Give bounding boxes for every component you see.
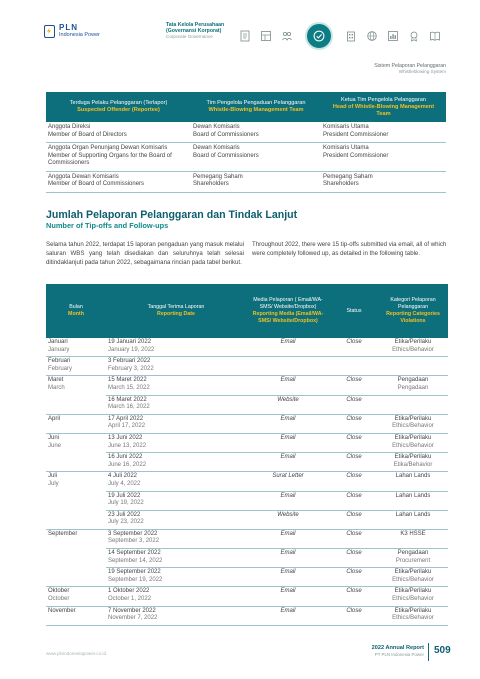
status-value: Close — [346, 588, 362, 595]
media-cell — [246, 338, 330, 357]
table-row — [46, 472, 448, 491]
status-value: Close — [346, 607, 362, 614]
date-id: 16 Maret 2022 — [108, 396, 147, 403]
media-value: Surat Letter — [272, 473, 304, 480]
month-cell — [46, 357, 106, 376]
footer-divider — [428, 643, 429, 661]
month-en: October — [48, 596, 70, 603]
date-id: 16 Juni 2022 — [108, 454, 143, 461]
column-header-category — [378, 284, 448, 338]
month-en: July — [48, 480, 59, 487]
column-header-id: Bulan — [69, 304, 83, 311]
month-cell — [46, 414, 106, 433]
media-cell — [246, 433, 330, 452]
date-en: April 17, 2022 — [108, 423, 146, 430]
month-cell — [46, 376, 106, 395]
category-id: Etika/Perilaku — [394, 454, 432, 461]
column-header-id: Status — [346, 307, 362, 314]
table-cell — [46, 171, 191, 192]
category-en: Ethics/Behavior — [392, 615, 434, 622]
table-row — [46, 414, 448, 433]
media-cell — [246, 510, 330, 529]
section-tag — [374, 63, 446, 75]
pln-logo-icon — [44, 25, 55, 38]
table-cell — [46, 122, 191, 143]
date-en: June 16, 2022 — [108, 461, 147, 468]
month-cell — [46, 529, 106, 548]
category-en: Ethics/Behavior — [392, 442, 434, 449]
cell-id: Pemegang Saham — [323, 173, 373, 180]
date-id: 1 Oktober 2022 — [108, 588, 150, 595]
column-header-management-team — [191, 92, 321, 122]
people-icon[interactable] — [280, 28, 294, 44]
column-header-en: Suspected Offender (Reportee) — [77, 107, 160, 113]
table-cell — [46, 143, 191, 172]
date-cell — [106, 529, 246, 548]
date-en: July 4, 2022 — [108, 480, 141, 487]
media-cell — [246, 568, 330, 587]
tip-offs-table-body — [46, 338, 448, 625]
media-cell — [246, 549, 330, 568]
status-cell — [330, 606, 378, 625]
column-header-month — [46, 284, 106, 338]
date-cell — [106, 549, 246, 568]
category-cell — [378, 606, 448, 625]
status-value: Close — [346, 377, 362, 384]
month-cell — [46, 549, 106, 568]
column-header-reporting-media — [246, 284, 330, 338]
table-row — [46, 171, 446, 192]
media-value: Website — [277, 511, 299, 518]
table-row — [46, 357, 448, 376]
cell-en: Member of Board of Commissioners — [48, 181, 145, 187]
cell-id: Pemegang Saham — [193, 173, 243, 180]
date-cell — [106, 395, 246, 414]
category-id: Lahan Lands — [395, 511, 431, 518]
media-value: Email — [280, 434, 296, 441]
cell-en: Board of Commissioners — [193, 131, 259, 138]
date-cell — [106, 606, 246, 625]
table-cell — [191, 171, 321, 192]
month-en: February — [48, 365, 73, 372]
media-value: Email — [280, 607, 296, 614]
date-cell — [106, 376, 246, 395]
month-cell — [46, 395, 106, 414]
tip-offs-table — [46, 284, 448, 626]
cell-en: Shareholders — [323, 181, 359, 187]
media-value: Email — [280, 530, 296, 537]
column-header-en: Reporting Categories Violations — [386, 311, 440, 324]
chapter-nav — [238, 22, 442, 50]
month-cell — [46, 568, 106, 587]
date-id: 14 September 2022 — [108, 550, 161, 557]
status-cell — [330, 472, 378, 491]
table-row — [46, 376, 448, 395]
table-row — [46, 549, 448, 568]
medal-icon[interactable] — [407, 28, 421, 44]
category-cell — [378, 472, 448, 491]
month-id: Juli — [48, 473, 58, 480]
status-value: Close — [346, 396, 362, 403]
category-cell — [378, 433, 448, 452]
month-id: Januari — [48, 339, 68, 345]
table-row — [46, 568, 448, 587]
footer-report-subtitle: PT PLN Indonesia Power — [374, 652, 424, 657]
media-value: Email — [280, 492, 296, 499]
date-cell — [106, 338, 246, 357]
month-id: Juni — [48, 434, 60, 441]
chapter-title-line2: (Governansi Korporat) — [166, 28, 222, 34]
category-cell — [378, 453, 448, 472]
table-header-row — [46, 284, 448, 338]
media-cell — [246, 395, 330, 414]
table-cell — [191, 122, 321, 143]
month-id: September — [48, 530, 78, 537]
category-cell — [378, 587, 448, 606]
status-cell — [330, 395, 378, 414]
status-cell — [330, 587, 378, 606]
page-header — [0, 0, 480, 55]
category-cell — [378, 357, 448, 376]
media-cell — [246, 453, 330, 472]
media-cell — [246, 376, 330, 395]
whistleblowing-team-table — [46, 92, 446, 193]
category-cell — [378, 395, 448, 414]
month-cell — [46, 491, 106, 510]
chapter-title-en: Corporate Governance — [166, 34, 213, 39]
column-header-reportee — [46, 92, 191, 122]
month-cell — [46, 587, 106, 606]
date-id: 19 Januari 2022 — [108, 339, 152, 345]
cell-en: Member of Supporting Organs for the Board of Commissioners — [48, 152, 172, 166]
cell-id: Komisaris Utama — [323, 145, 369, 151]
chart-icon[interactable] — [386, 28, 400, 44]
building-icon[interactable] — [344, 28, 358, 44]
media-cell — [246, 491, 330, 510]
status-cell — [330, 510, 378, 529]
cell-en: President Commissioner — [323, 152, 389, 159]
globe-icon[interactable] — [365, 28, 379, 44]
date-id: 17 April 2022 — [108, 415, 144, 422]
governance-chapter-active-icon[interactable] — [305, 22, 333, 50]
table-row — [46, 587, 448, 606]
table-row — [46, 510, 448, 529]
table-row — [46, 606, 448, 625]
section-heading-id: Jumlah Pelaporan Pelanggaran dan Tindak Lanjut — [46, 209, 298, 221]
date-en: July 23, 2022 — [108, 519, 144, 526]
column-header-team-head — [321, 92, 446, 122]
status-value: Close — [346, 511, 362, 518]
category-en: Procurement — [395, 557, 431, 564]
status-value: Close — [346, 550, 362, 557]
date-en: February 3, 2022 — [108, 365, 154, 372]
status-cell — [330, 376, 378, 395]
section-heading — [46, 209, 297, 230]
date-cell — [106, 491, 246, 510]
category-id: Lahan Lands — [395, 492, 431, 499]
category-en: Ethics/Behavior — [392, 346, 434, 353]
media-value: Email — [280, 454, 296, 461]
date-cell — [106, 414, 246, 433]
category-id: Etika/Perilaku — [394, 339, 432, 345]
column-header-en: Month — [68, 311, 84, 317]
cell-id: Dewan Komisaris — [193, 124, 240, 130]
footer-report-title: 2022 Annual Report — [371, 645, 424, 651]
date-id: 7 November 2022 — [108, 607, 156, 614]
status-value: Close — [346, 415, 362, 422]
category-cell — [378, 414, 448, 433]
date-en: March 15, 2022 — [108, 384, 150, 391]
logo-subtitle: Indonesia Power — [59, 32, 100, 38]
table-cell — [321, 171, 446, 192]
table-cell — [321, 122, 446, 143]
media-cell — [246, 357, 330, 376]
category-en: Pengadaan — [397, 384, 429, 391]
cell-en: Board of Commissioners — [193, 152, 259, 159]
month-id: Februari — [48, 358, 71, 365]
column-header-id: Tim Pengelola Pengaduan Pelanggaran — [206, 100, 306, 106]
column-header-id: Kategori Pelaporan Pelanggaran — [390, 297, 436, 311]
date-en: January 19, 2022 — [108, 346, 155, 353]
date-en: March 16, 2022 — [108, 404, 150, 411]
status-cell — [330, 568, 378, 587]
status-cell — [330, 414, 378, 433]
media-value: Email — [280, 339, 296, 345]
footer-report — [372, 645, 424, 658]
date-en: September 3, 2022 — [108, 538, 160, 545]
cell-en: President Commissioner — [323, 131, 389, 138]
status-cell — [330, 529, 378, 548]
category-id: Etika/Perilaku — [394, 569, 432, 576]
month-cell — [46, 606, 106, 625]
status-cell — [330, 549, 378, 568]
column-header-id: Media Pelaporan ( Email/WA-SMS/ Website/Dropbox) — [253, 297, 323, 311]
media-cell — [246, 414, 330, 433]
paragraph-en: Throughout 2022, there were 15 tip-offs submitted via email, all of which were completely followed up, as detailed in the following table. — [252, 241, 447, 257]
date-cell — [106, 472, 246, 491]
column-header-id: Terduga Pelaku Pelanggaran (Terlapor) — [69, 100, 168, 106]
media-value: Website — [277, 396, 299, 403]
category-cell — [378, 549, 448, 568]
month-en: January — [48, 346, 70, 353]
month-en: June — [48, 442, 62, 449]
media-value: Email — [280, 569, 296, 576]
month-cell — [46, 472, 106, 491]
status-cell — [330, 453, 378, 472]
grid-document-icon[interactable] — [259, 28, 273, 44]
month-cell — [46, 453, 106, 472]
month-id: April — [48, 415, 61, 422]
status-value: Close — [346, 569, 362, 576]
table-row — [46, 122, 446, 143]
media-cell — [246, 606, 330, 625]
status-cell — [330, 357, 378, 376]
category-cell — [378, 510, 448, 529]
month-cell — [46, 510, 106, 529]
status-value: Close — [346, 492, 362, 499]
category-cell — [378, 376, 448, 395]
company-logo[interactable] — [44, 24, 100, 39]
category-cell — [378, 491, 448, 510]
category-en: Ethics/Behavior — [392, 423, 434, 430]
date-id: 15 Maret 2022 — [108, 377, 147, 384]
chapter-title — [166, 22, 224, 40]
footer-website[interactable]: www.plnindonesiapower.co.id — [46, 651, 107, 656]
date-en: June 13, 2022 — [108, 442, 147, 449]
category-id: Etika/Perilaku — [394, 415, 432, 422]
media-cell — [246, 587, 330, 606]
status-cell — [330, 433, 378, 452]
cell-id: Anggota Direksi — [48, 124, 91, 130]
column-header-en: Reporting Media (Email/WA-SMS/ Website/Dropbox) — [252, 311, 324, 324]
column-header-en: Whistle-Blowing Management Team — [208, 107, 304, 113]
month-id: Oktober — [48, 588, 70, 595]
table-row — [46, 453, 448, 472]
column-header-reporting-date — [106, 284, 246, 338]
category-id: Pengadaan — [397, 377, 429, 384]
status-cell — [330, 491, 378, 510]
category-en: Ethics/Behavior — [392, 576, 434, 583]
date-id: 13 Juni 2022 — [108, 434, 143, 441]
column-header-id: Tanggal Terima Laporan — [147, 304, 205, 311]
table-row — [46, 491, 448, 510]
media-value: Email — [280, 588, 296, 595]
status-value: Close — [346, 339, 362, 345]
status-value: Close — [346, 530, 362, 537]
date-en: October 1, 2022 — [108, 596, 152, 603]
paragraph-id: Selama tahun 2022, terdapat 15 laporan pengaduan yang masuk melalui saluran WBS yang telah disediakan dan seluruhnya telah selesai ditindaklanjuti pada tahun 2022, sebagaimana rincian pada tabel berikut. — [46, 241, 244, 266]
table-row — [46, 338, 448, 357]
category-id: Pengadaan — [397, 550, 429, 557]
category-en: Ethics/Behavior — [392, 596, 434, 603]
category-cell — [378, 338, 448, 357]
cell-id: Anggota Organ Penunjang Dewan Komisaris — [48, 145, 168, 151]
column-header-id: Ketua Tim Pengelola Pelanggaran — [341, 96, 426, 103]
table-header-row — [46, 92, 446, 122]
category-cell — [378, 568, 448, 587]
date-id: 3 September 2022 — [108, 530, 158, 537]
cell-id: Dewan Komisaris — [193, 145, 240, 151]
page-number: 509 — [434, 645, 451, 656]
month-id: November — [48, 607, 76, 614]
media-value: Email — [280, 377, 296, 384]
date-cell — [106, 587, 246, 606]
date-cell — [106, 433, 246, 452]
category-en: Etika/Behavior — [393, 461, 433, 468]
media-cell — [246, 472, 330, 491]
table-row — [46, 395, 448, 414]
table-cell — [321, 143, 446, 172]
logo-name: PLN — [59, 23, 78, 32]
book-icon[interactable] — [428, 28, 442, 44]
status-value: Close — [346, 473, 362, 480]
status-cell — [330, 338, 378, 357]
date-cell — [106, 357, 246, 376]
date-id: 4 Juli 2022 — [108, 473, 138, 480]
column-header-en: Head of Whistle-Blowing Management Team — [332, 103, 435, 117]
cell-id: Anggota Dewan Komisaris — [48, 173, 119, 180]
date-id: 19 Juli 2022 — [108, 492, 141, 499]
media-cell — [246, 529, 330, 548]
cell-en: Shareholders — [193, 181, 229, 187]
date-cell — [106, 510, 246, 529]
status-value: Close — [346, 454, 362, 461]
date-id: 3 Februari 2022 — [108, 358, 151, 365]
media-value: Email — [280, 550, 296, 557]
category-id: Etika/Perilaku — [394, 588, 432, 595]
category-id: Lahan Lands — [395, 473, 431, 480]
date-id: 19 September 2022 — [108, 569, 161, 576]
column-header-status — [330, 284, 378, 338]
category-id: Etika/Perilaku — [394, 434, 432, 441]
month-en: March — [48, 384, 65, 391]
category-id: K3 HSSE — [400, 530, 426, 537]
section-tag-id: Sistem Pelaporan Pelanggaran — [374, 63, 446, 69]
status-value: Close — [346, 434, 362, 441]
date-en: July 19, 2022 — [108, 500, 144, 507]
table-row — [46, 433, 448, 452]
table-row — [46, 143, 446, 172]
date-en: November 7, 2022 — [108, 615, 158, 622]
table-cell — [191, 143, 321, 172]
chapter-title-line1: Tata Kelola Perusahaan — [166, 22, 225, 28]
section-tag-en: Whistleblowing System — [398, 69, 446, 74]
month-id: Maret — [48, 377, 64, 384]
date-en: September 14, 2022 — [108, 557, 163, 564]
media-value: Email — [280, 415, 296, 422]
date-en: September 19, 2022 — [108, 576, 163, 583]
category-cell — [378, 529, 448, 548]
date-id: 23 Juli 2022 — [108, 511, 141, 518]
category-id: Etika/Perilaku — [394, 607, 432, 614]
date-cell — [106, 568, 246, 587]
column-header-en: Reporting Date — [157, 311, 195, 317]
table-row — [46, 529, 448, 548]
section-heading-en: Number of Tip-offs and Follow-ups — [46, 221, 169, 230]
document-icon[interactable] — [238, 28, 252, 44]
month-cell — [46, 338, 106, 357]
cell-id: Komisaris Utama — [323, 124, 369, 130]
month-cell — [46, 433, 106, 452]
date-cell — [106, 453, 246, 472]
cell-en: Member of Board of Directors — [48, 131, 127, 138]
